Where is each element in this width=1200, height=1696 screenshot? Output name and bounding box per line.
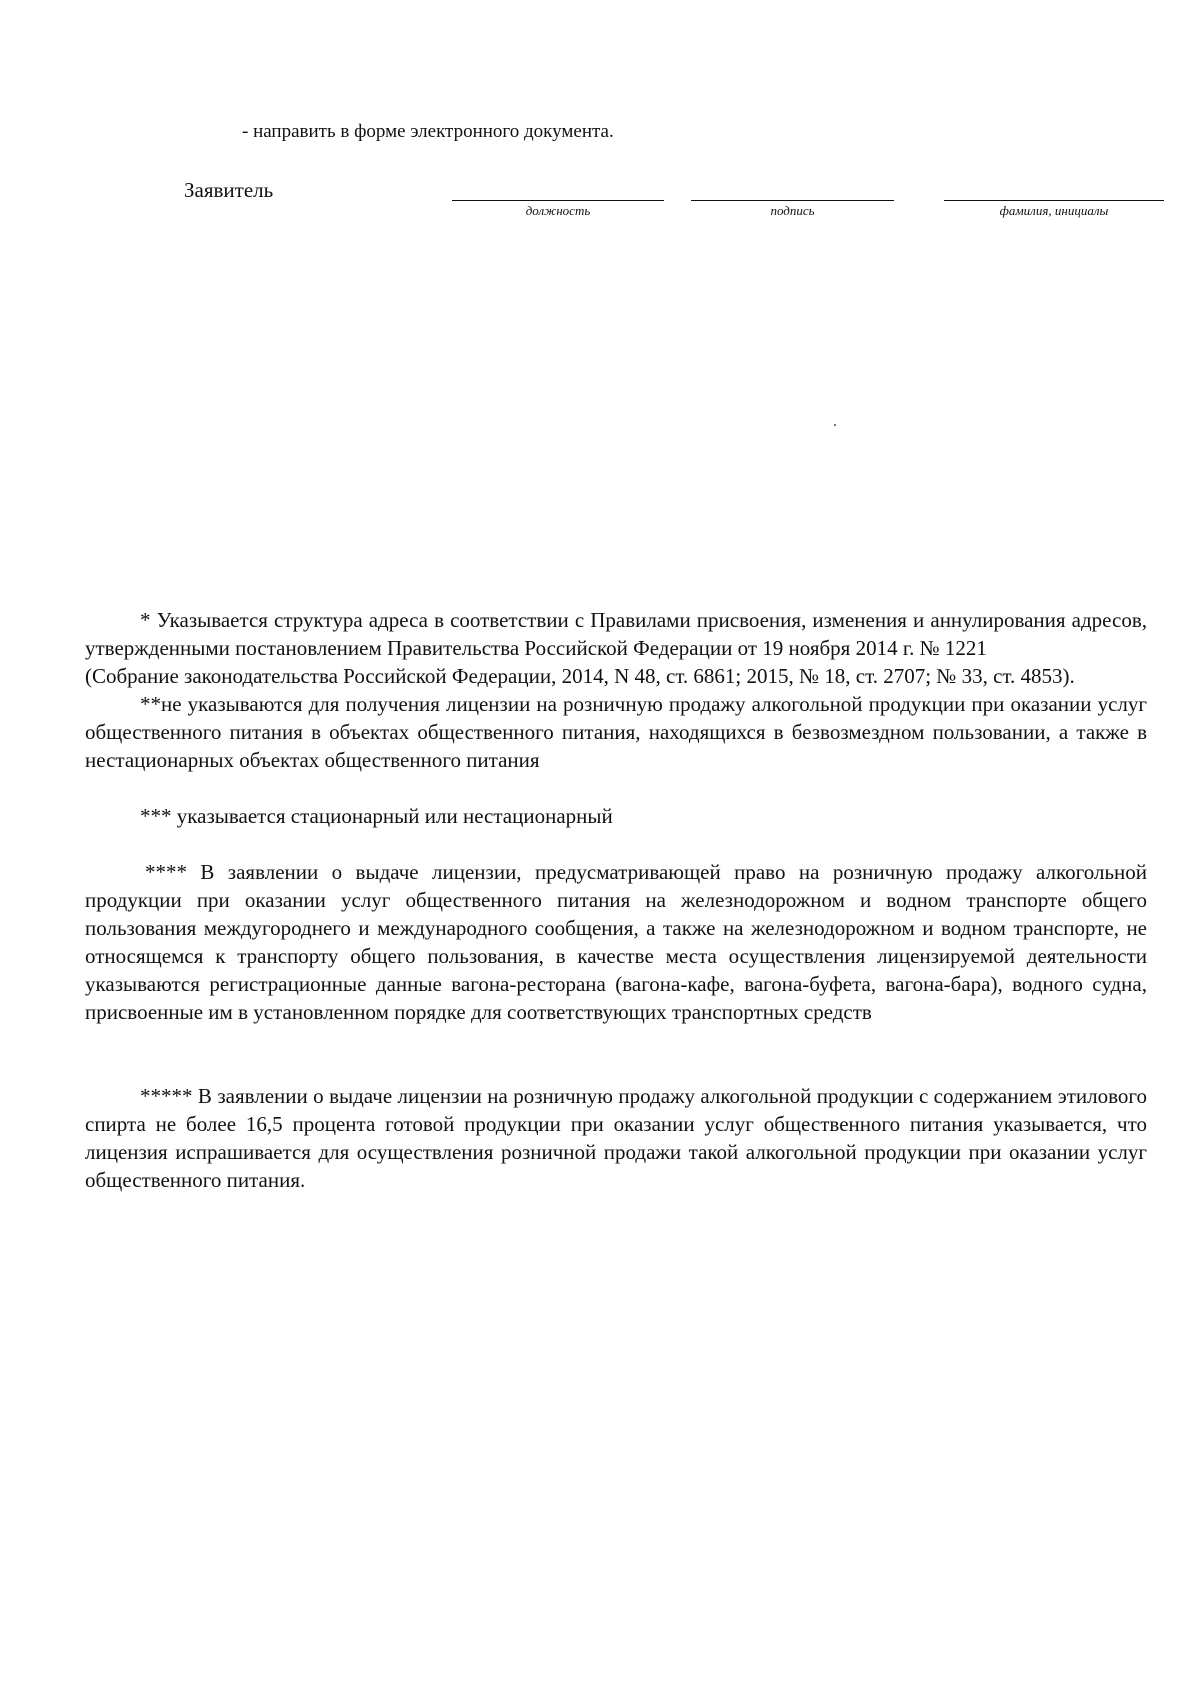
footnote-not-specified: **не указываются для получения лицензии на розничную продажу алкогольной продукции при оказании услуг общественного питания в объектах общественного питания, находящихся в безвозмездном пользовании, а также в нестационарных объектах общественного питания (85, 692, 1147, 772)
footnote-transport: **** В заявлении о выдаче лицензии, предусматривающей право на розничную продажу алкогольной продукции при оказании услуг общественного питания на железнодорожном и водном транспорте общего пользования междугороднего и международного сообщения, а также на железнодорожном и водном транспорте, не относящемся к транспорту общего пользования, в качестве места осуществления лицензируемой деятельности указываются регистрационные данные вагона-ресторана (вагона-кафе, вагона-буфета, вагона-бара), водного судна, присвоенные им в установленном порядке для соответствующих транспортных средств (85, 860, 1147, 1024)
footnote-stationary: *** указывается стационарный или нестационарный (140, 804, 613, 828)
footnotes-section (85, 606, 1147, 1194)
name-signature-line (944, 200, 1164, 219)
scan-speck (834, 424, 836, 426)
signature-caption: подпись (770, 203, 815, 218)
footnote-address-source: (Собрание законодательства Российской Федерации, 2014, N 48, ст. 6861; 2015, № 18, ст. 2707; № 33, ст. 4853). (85, 664, 1075, 688)
footnote-address-structure: * Указывается структура адреса в соответствии с Правилами присвоения, изменения и аннулирования адресов, утвержденными постановлением Правительства Российской Федерации от 19 ноября 2014 г. № 1221 (85, 608, 1147, 660)
position-signature-line (452, 200, 664, 219)
name-caption: фамилия, инициалы (999, 203, 1109, 218)
delivery-option-electronic: - направить в форме электронного документа. (242, 121, 614, 142)
signature-line (691, 200, 894, 219)
position-caption: должность (525, 203, 591, 218)
applicant-label: Заявитель (184, 178, 274, 202)
footnote-low-alcohol: ***** В заявлении о выдаче лицензии на розничную продажу алкогольной продукции с содержанием этилового спирта не более 16,5 процента готовой продукции при оказании услуг общественного питания указывается, что лицензия испрашивается для осуществления розничной продажи такой алкогольной продукции при оказании услуг общественного питания. (85, 1084, 1147, 1192)
